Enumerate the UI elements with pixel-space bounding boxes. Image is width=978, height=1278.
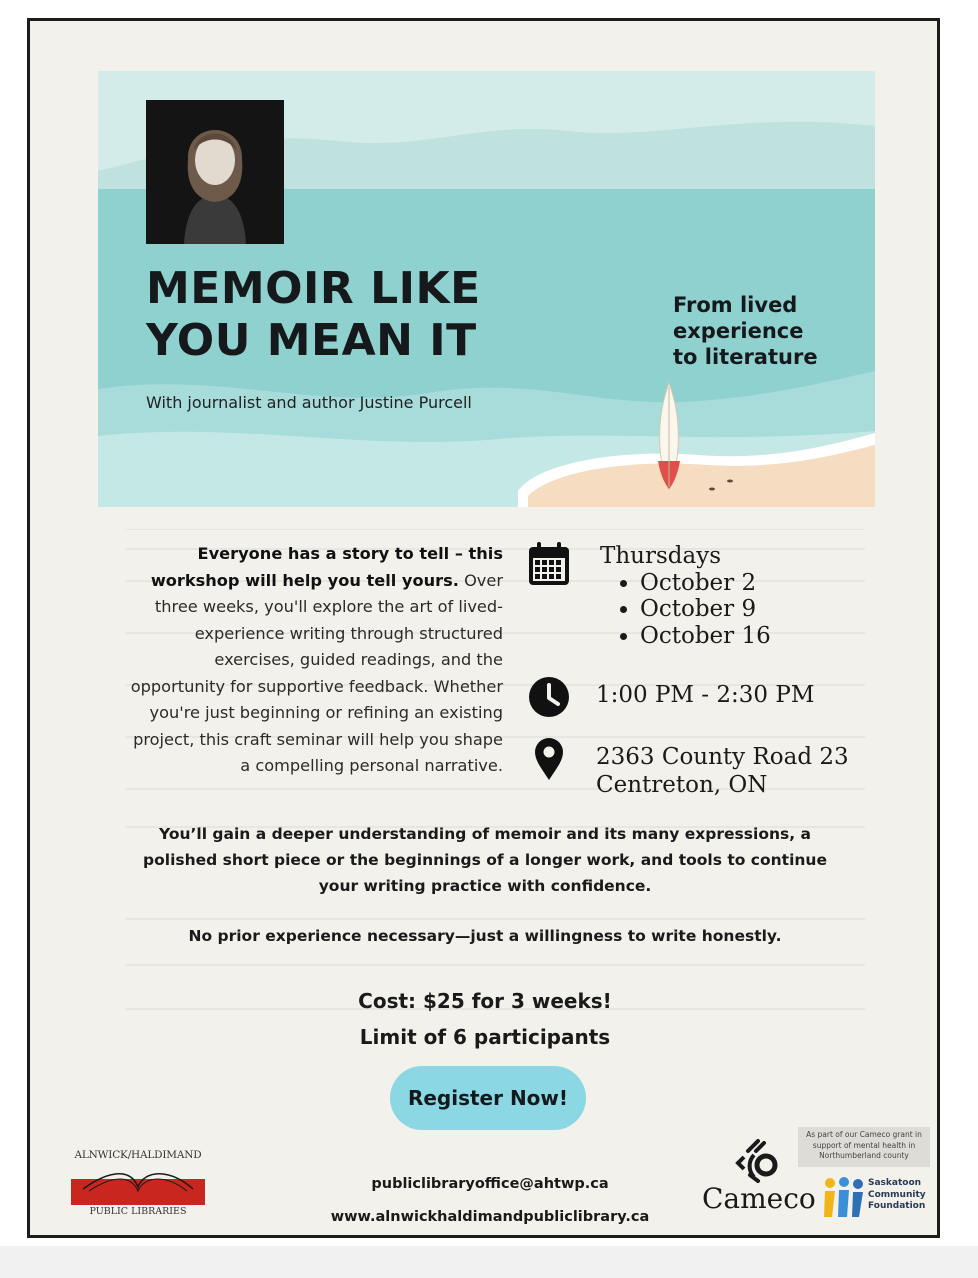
event-address (596, 743, 849, 799)
register-now-button[interactable]: Register Now! (390, 1066, 586, 1130)
date-item: • October 9 (640, 596, 771, 623)
title-line-2: YOU MEAN IT (146, 315, 477, 366)
cost-text: Cost: $25 for 3 weeks! (358, 989, 612, 1013)
library-name-bottom: PUBLIC LIBRARIES (89, 1206, 187, 1217)
date-item: • October 2 (640, 570, 771, 597)
address-line-1: 2363 County Road 23 (596, 744, 849, 770)
clock-icon (528, 676, 570, 718)
cost-info (125, 983, 845, 1055)
grant-note: As part of our Cameco grant in support of mental health in Northumberland county (798, 1127, 930, 1167)
description-body: Over three weeks, you'll explore the art of lived-experience writing through structured exercises, guided readings, and the opportunity for supportive feedback. Whether you're just beginning or refining an existing project, this craft seminar will help you shape a compelling personal narrative. (130, 570, 503, 775)
people-figures-icon (822, 1177, 866, 1219)
saskatoon-community-foundation-logo (822, 1177, 932, 1223)
calendar-icon (527, 541, 571, 587)
address-line-2: Centreton, ON (596, 772, 768, 798)
no-experience-note: No prior experience necessary—just a willingness to write honestly. (188, 927, 782, 945)
open-book-icon (71, 1165, 205, 1205)
title-line-1: MEMOIR LIKE (146, 263, 481, 314)
scf-line-2: Community (868, 1189, 926, 1200)
outcomes-text: You’ll gain a deeper understanding of memoir and its many expressions, a polished short piece or the beginnings of a longer work, and tools to continue your writing practice with confidence. (143, 825, 827, 895)
event-poster (27, 18, 940, 1238)
contact-website[interactable]: www.alnwickhaldimandpubliclibrary.ca (330, 1209, 650, 1225)
participant-limit: Limit of 6 participants (359, 1025, 611, 1049)
cameco-logo (702, 1139, 816, 1219)
workshop-description (125, 541, 503, 780)
tagline-line-2: experience (673, 319, 804, 343)
map-pin-icon (534, 737, 564, 781)
cameco-mark-icon (734, 1139, 786, 1185)
tagline-line-1: From lived (673, 293, 798, 317)
event-title (146, 263, 566, 367)
event-time: 1:00 PM - 2:30 PM (596, 682, 815, 708)
description-lead: Everyone has a story to tell – this workshop will help you tell yours. (150, 544, 503, 590)
tagline-line-3: to literature (673, 345, 818, 369)
tagline (673, 292, 853, 370)
event-subtitle: With journalist and author Justine Purcell (146, 393, 472, 412)
scf-line-3: Foundation (868, 1201, 926, 1211)
scf-line-1: Saskatoon (868, 1178, 922, 1188)
scf-wordmark (868, 1178, 932, 1213)
contact-info (300, 1168, 680, 1234)
contact-email[interactable]: publiclibraryoffice@ahtwp.ca (371, 1176, 609, 1192)
author-photo (146, 100, 284, 244)
hero-banner (98, 71, 875, 507)
schedule-day: Thursdays (600, 543, 721, 569)
library-name-top: ALNWICK/HALDIMAND (74, 1149, 202, 1161)
date-item: • October 16 (640, 623, 771, 650)
cameco-wordmark: Cameco (702, 1182, 816, 1215)
library-logo (67, 1149, 209, 1219)
schedule-dates (600, 543, 771, 649)
page-bottom-bar (0, 1246, 978, 1278)
